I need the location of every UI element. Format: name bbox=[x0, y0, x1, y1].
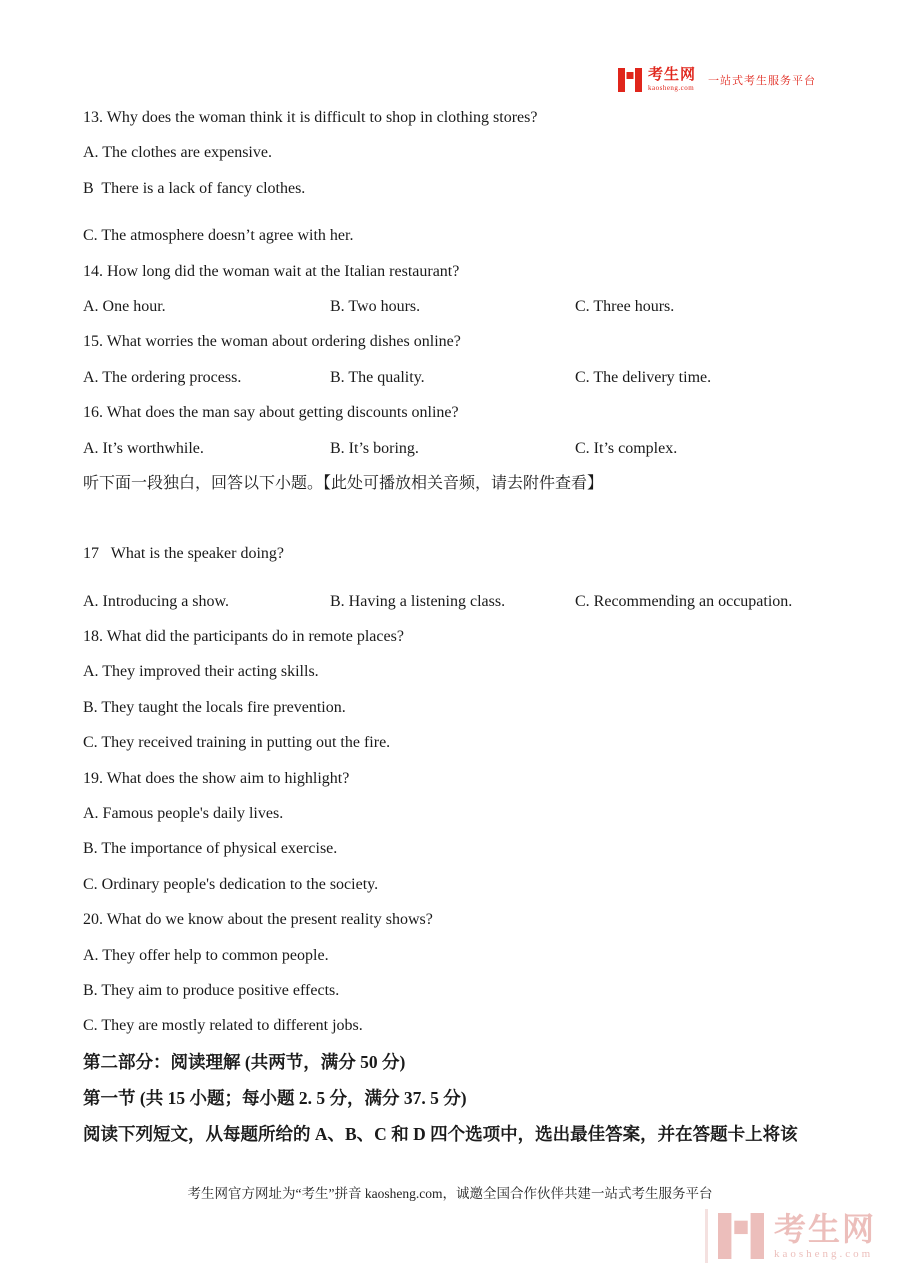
watermark-logo-icon bbox=[718, 1213, 764, 1259]
page-footer: 考生网官方网址为“考生”拼音 kaosheng.com，诚邀全国合作伙伴共建一站式考生服务平台 bbox=[187, 1186, 713, 1201]
section-1-subheading: 第一节 (共 15 小题；每小题 2. 5 分，满分 37. 5 分) bbox=[83, 1087, 467, 1108]
watermark-domain: kaosheng.com bbox=[773, 1247, 874, 1260]
question-15: 15. What worries the woman about ordering dishes online? bbox=[83, 333, 461, 351]
options-14-b: B. Two hours. bbox=[330, 297, 421, 315]
site-logo bbox=[618, 68, 816, 92]
watermark bbox=[705, 1209, 876, 1263]
watermark-brand: 考生网 bbox=[773, 1210, 876, 1247]
options-16-a: A. It’s worthwhile. bbox=[83, 439, 204, 457]
options-15-c: C. The delivery time. bbox=[575, 368, 712, 386]
options-14-c: C. Three hours. bbox=[575, 297, 675, 315]
options-15-a: A. The ordering process. bbox=[83, 368, 242, 386]
option-13-a: A. The clothes are expensive. bbox=[83, 144, 272, 162]
monologue-instruction: 听下面一段独白，回答以下小题。【此处可播放相关音频，请去附件查看】 bbox=[83, 474, 604, 492]
question-18: 18. What did the participants do in remote places? bbox=[83, 628, 404, 646]
question-14: 14. How long did the woman wait at the Italian restaurant? bbox=[83, 262, 460, 280]
option-20-b: B. They aim to produce positive effects. bbox=[83, 981, 340, 999]
options-16-c: C. It’s complex. bbox=[575, 439, 678, 457]
options-14 bbox=[83, 289, 819, 324]
logo-text bbox=[648, 68, 696, 92]
options-14-a: A. One hour. bbox=[83, 297, 166, 315]
option-20-a: A. They offer help to common people. bbox=[83, 946, 329, 964]
options-17-c: C. Recommending an occupation. bbox=[575, 592, 793, 610]
logo-domain: kaosheng.com bbox=[647, 84, 695, 92]
options-15-b: B. The quality. bbox=[330, 368, 425, 386]
watermark-text bbox=[773, 1210, 876, 1260]
option-20-c: C. They are mostly related to different jobs. bbox=[83, 1017, 363, 1035]
options-17 bbox=[83, 584, 819, 619]
option-18-c: C. They received training in putting out the fire. bbox=[83, 734, 391, 752]
exam-content bbox=[83, 100, 819, 1152]
kaosheng-logo-icon bbox=[618, 68, 642, 92]
question-16: 16. What does the man say about getting discounts online? bbox=[83, 404, 459, 422]
options-15 bbox=[83, 360, 819, 395]
logo-brand: 考生网 bbox=[647, 67, 696, 83]
options-16-b: B. It’s boring. bbox=[330, 439, 419, 457]
question-20: 20. What do we know about the present reality shows? bbox=[83, 911, 433, 929]
question-13: 13. Why does the woman think it is difficult to shop in clothing stores? bbox=[83, 109, 538, 126]
question-17: 17 What is the speaker doing? bbox=[83, 545, 284, 563]
option-18-b: B. They taught the locals fire prevention. bbox=[83, 698, 346, 716]
option-18-a: A. They improved their acting skills. bbox=[83, 663, 319, 681]
option-19-b: B. The importance of physical exercise. bbox=[83, 840, 338, 858]
option-13-b: B There is a lack of fancy clothes. bbox=[83, 179, 306, 197]
watermark-divider bbox=[705, 1209, 708, 1263]
option-19-c: C. Ordinary people's dedication to the society. bbox=[83, 875, 379, 893]
options-16 bbox=[83, 431, 819, 466]
section-2-heading: 第二部分：阅读理解 (共两节，满分 50 分) bbox=[83, 1051, 406, 1072]
question-19: 19. What does the show aim to highlight? bbox=[83, 769, 350, 787]
option-19-a: A. Famous people's daily lives. bbox=[83, 805, 284, 823]
reading-instruction: 阅读下列短文，从每题所给的 A、B、C 和 D 四个选项中，选出最佳答案，并在答题卡上将该 bbox=[83, 1123, 798, 1144]
option-13-c: C. The atmosphere doesn’t agree with her. bbox=[83, 227, 354, 245]
options-17-a: A. Introducing a show. bbox=[83, 592, 230, 610]
logo-tagline: 一站式考生服务平台 bbox=[708, 75, 816, 87]
options-17-b: B. Having a listening class. bbox=[330, 592, 506, 610]
